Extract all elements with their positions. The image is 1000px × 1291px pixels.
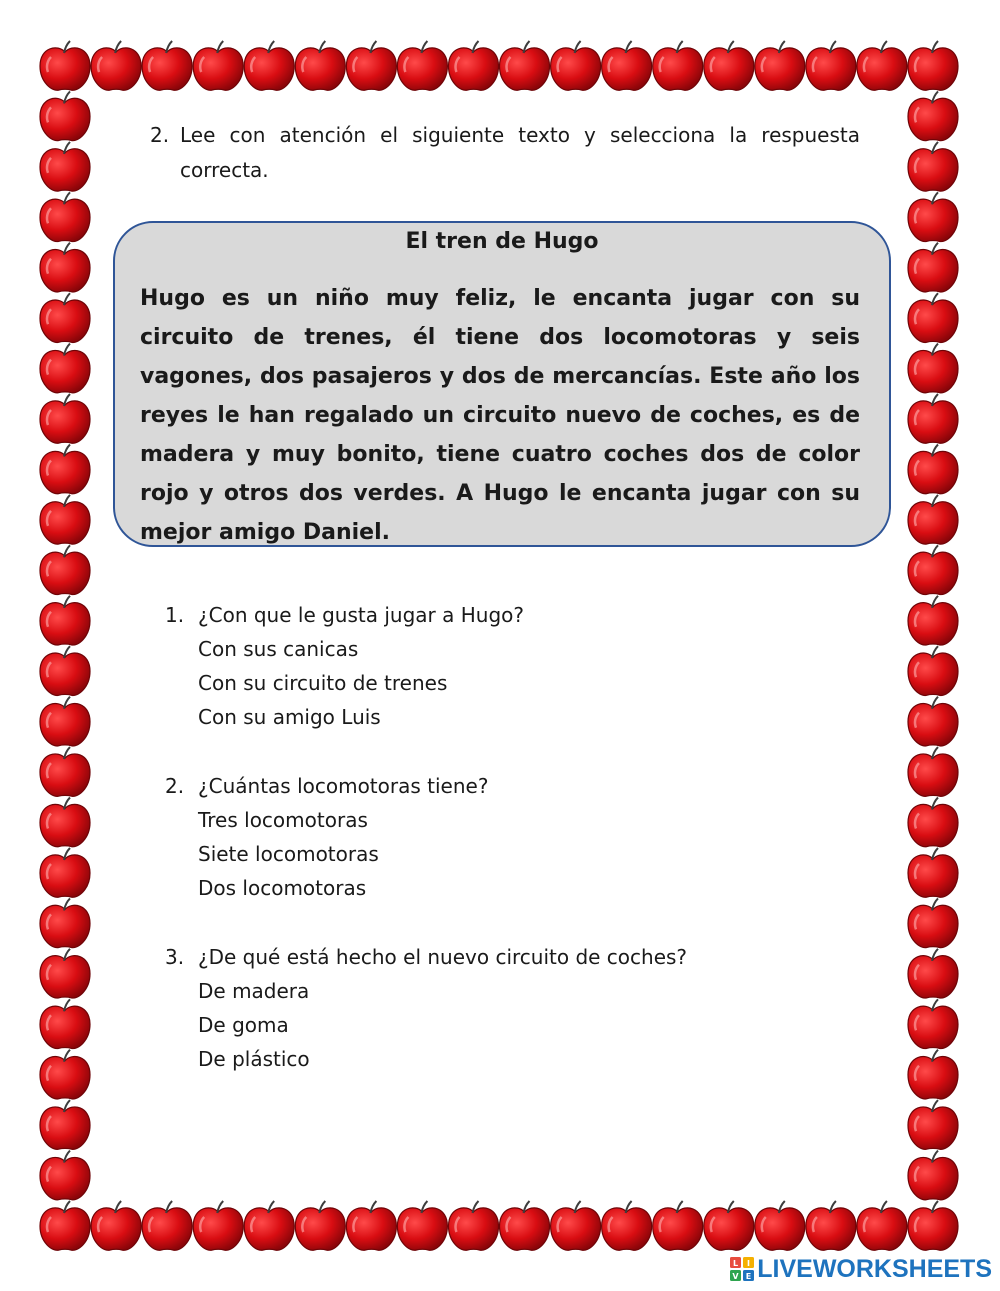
- apple-icon: [40, 91, 90, 140]
- apple-icon: [500, 41, 550, 90]
- apple-icon: [40, 1201, 90, 1250]
- apple-icon: [908, 41, 958, 90]
- apple-icon: [653, 1201, 703, 1250]
- answer-option[interactable]: Con su amigo Luis: [198, 705, 381, 729]
- apple-icon: [40, 192, 90, 241]
- instruction-number: 2.: [150, 123, 170, 147]
- apple-icon: [908, 1050, 958, 1099]
- apple-icon: [295, 41, 345, 90]
- apple-icon: [40, 1151, 90, 1200]
- apple-icon: [40, 596, 90, 645]
- apple-icon: [908, 344, 958, 393]
- apple-icon: [193, 41, 243, 90]
- logo-mark-letter: L: [733, 1259, 739, 1268]
- apple-icon: [40, 445, 90, 494]
- apple-icon: [908, 243, 958, 292]
- apple-icon: [40, 798, 90, 847]
- apple-icon: [704, 1201, 754, 1250]
- question-text: ¿Cuántas locomotoras tiene?: [198, 774, 489, 798]
- apple-icon: [244, 41, 294, 90]
- answer-option[interactable]: Siete locomotoras: [198, 842, 379, 866]
- apple-icon: [551, 41, 601, 90]
- apple-icon: [908, 747, 958, 796]
- apple-icon: [602, 1201, 652, 1250]
- story-box: [113, 221, 891, 547]
- answer-options: [198, 632, 785, 734]
- apple-icon: [193, 1201, 243, 1250]
- apple-icon: [40, 949, 90, 998]
- apple-icon: [40, 898, 90, 947]
- apple-icon: [755, 41, 805, 90]
- apple-icon: [806, 1201, 856, 1250]
- apple-icon: [908, 949, 958, 998]
- apple-icon: [857, 1201, 907, 1250]
- apple-icon: [908, 848, 958, 897]
- apple-icon: [857, 41, 907, 90]
- apple-icon: [908, 445, 958, 494]
- apple-icon: [40, 646, 90, 695]
- apple-icon: [397, 41, 447, 90]
- logo-mark-letter: E: [746, 1272, 752, 1281]
- apple-icon: [91, 1201, 141, 1250]
- apple-icon: [397, 1201, 447, 1250]
- apple-icon: [40, 344, 90, 393]
- apple-icon: [500, 1201, 550, 1250]
- apple-icon: [40, 142, 90, 191]
- apple-icon: [653, 41, 703, 90]
- apple-icon: [908, 192, 958, 241]
- apple-icon: [40, 495, 90, 544]
- answer-option[interactable]: Dos locomotoras: [198, 876, 367, 900]
- question-text: ¿Con que le gusta jugar a Hugo?: [198, 603, 524, 627]
- apple-icon: [908, 1151, 958, 1200]
- question-number: 3.: [165, 945, 185, 969]
- apple-icon: [449, 41, 499, 90]
- answer-option[interactable]: Tres locomotoras: [198, 808, 368, 832]
- apple-icon: [908, 898, 958, 947]
- apple-icon: [908, 545, 958, 594]
- apple-icon: [908, 646, 958, 695]
- question-3: [165, 940, 785, 1076]
- instruction: [150, 118, 860, 188]
- apple-icon: [755, 1201, 805, 1250]
- apple-icon: [40, 1100, 90, 1149]
- apple-icon: [908, 1100, 958, 1149]
- apple-icon: [40, 1050, 90, 1099]
- apple-icon: [908, 596, 958, 645]
- apple-icon: [346, 41, 396, 90]
- answer-option[interactable]: Con su circuito de trenes: [198, 671, 448, 695]
- logo-text: LIVEWORKSHEETS: [757, 1254, 992, 1283]
- answer-options: [198, 803, 785, 905]
- apple-icon: [91, 41, 141, 90]
- apple-icon: [40, 999, 90, 1048]
- logo-mark-letter: I: [747, 1259, 751, 1268]
- question-number: 1.: [165, 603, 185, 627]
- apple-icon: [244, 1201, 294, 1250]
- apple-icon: [142, 1201, 192, 1250]
- answer-option[interactable]: Con sus canicas: [198, 637, 359, 661]
- apple-icon: [551, 1201, 601, 1250]
- question-number: 2.: [165, 774, 185, 798]
- answer-option[interactable]: De plástico: [198, 1047, 310, 1071]
- apple-icon: [908, 697, 958, 746]
- story-title: El tren de Hugo: [405, 229, 599, 254]
- apple-icon: [40, 394, 90, 443]
- question-2: [165, 769, 785, 905]
- apple-icon: [602, 41, 652, 90]
- apple-icon: [40, 747, 90, 796]
- apple-icon: [40, 41, 90, 90]
- answer-option[interactable]: De madera: [198, 979, 310, 1003]
- apple-icon: [908, 1201, 958, 1250]
- liveworksheets-logo[interactable]: [730, 1254, 992, 1284]
- answer-option[interactable]: De goma: [198, 1013, 289, 1037]
- apple-icon: [40, 697, 90, 746]
- apple-icon: [908, 394, 958, 443]
- apple-icon: [908, 142, 958, 191]
- apple-icon: [908, 91, 958, 140]
- apple-icon: [908, 293, 958, 342]
- apple-icon: [40, 848, 90, 897]
- apple-icon: [346, 1201, 396, 1250]
- apple-icon: [704, 41, 754, 90]
- apple-icon: [908, 798, 958, 847]
- instruction-text: Lee con atención el siguiente texto y selecciona la respuesta correcta.: [180, 123, 860, 182]
- apple-icon: [40, 293, 90, 342]
- apple-icon: [908, 495, 958, 544]
- apple-icon: [142, 41, 192, 90]
- apple-icon: [908, 999, 958, 1048]
- apple-icon: [40, 545, 90, 594]
- answer-options: [198, 974, 785, 1076]
- story-body: Hugo es un niño muy feliz, le encanta jugar con su circuito de trenes, él tiene dos locomotoras y seis vagones, dos pasajeros y dos de mercancías. Este año los reyes le han regalado un circuito nuevo de coches, es de madera y muy bonito, tiene cuatro coches dos de color rojo y otros dos verdes. A Hugo le encanta jugar con su mejor amigo Daniel.: [140, 286, 860, 545]
- apple-icon: [806, 41, 856, 90]
- question-1: [165, 598, 785, 734]
- question-text: ¿De qué está hecho el nuevo circuito de coches?: [198, 945, 688, 969]
- apple-icon: [295, 1201, 345, 1250]
- liveworksheets-logo-icon: [730, 1257, 754, 1281]
- apple-icon: [40, 243, 90, 292]
- apple-icon: [449, 1201, 499, 1250]
- logo-mark-letter: V: [732, 1272, 739, 1281]
- question-list: [165, 598, 785, 1111]
